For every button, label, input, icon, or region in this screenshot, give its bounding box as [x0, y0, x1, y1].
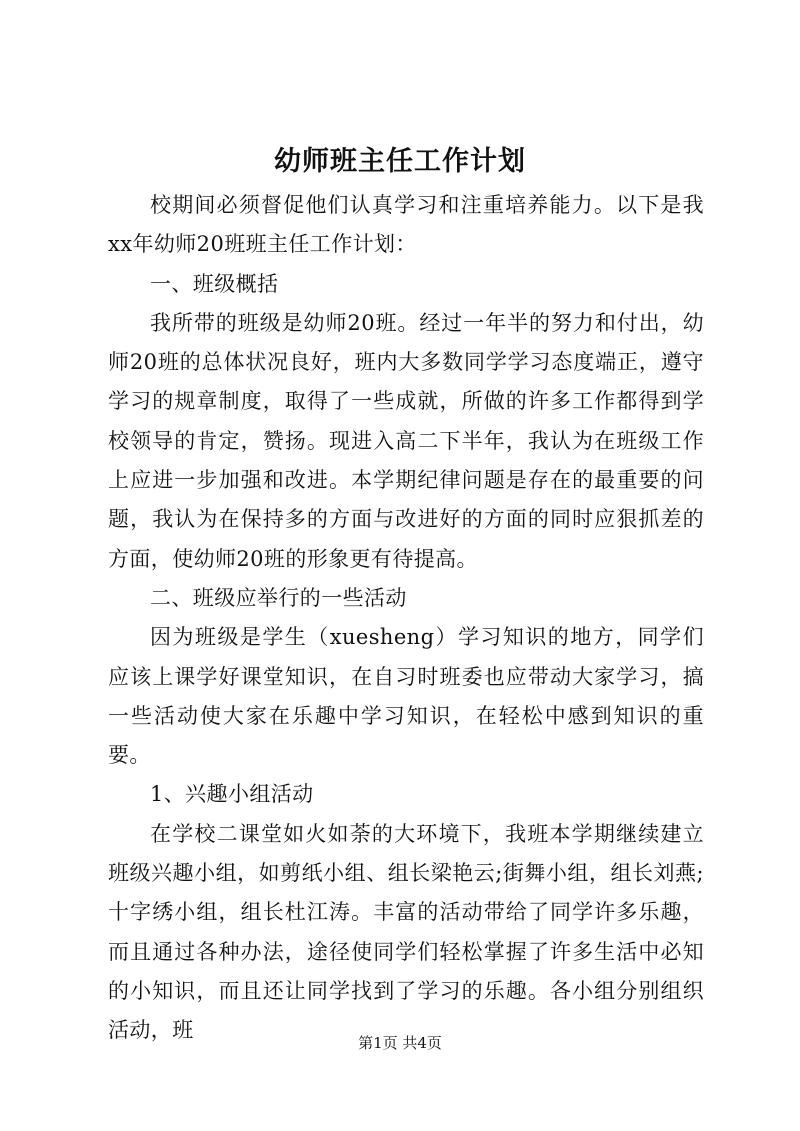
paragraph-class-overview: 我所带的班级是幼师20班。经过一年半的努力和付出，幼师20班的总体状况良好，班内大多数同学学习态度端正，遵守学习的规章制度，取得了一些成就，所做的许多工作都得到学校领导的肯定，赞扬。现进入高二下半年，我认为在班级工作上应进一步加强和改进。本学期纪律问题是存在的最重要的问题，我认为在保持多的方面与改进好的方面的同时应狠抓差的方面，使幼师20班的形象更有待提高。 [108, 310, 704, 571]
document-body [108, 186, 704, 1051]
section-heading-activities: 二、班级应举行的一些活动 [150, 585, 407, 610]
document-title: 幼师班主任工作计划 [274, 146, 526, 177]
section-heading-class-overview: 一、班级概括 [150, 271, 279, 296]
paragraph-intro: 校期间必须督促他们认真学习和注重培养能力。以下是我xx年幼师20班班主任工作计划： [108, 193, 704, 257]
paragraph-activities: 因为班级是学生（xuesheng）学习知识的地方，同学们应该上课学好课堂知识，在自习时班委也应带动大家学习，搞一些活动使大家在乐趣中学习知识，在轻松中感到知识的重要。 [108, 625, 704, 768]
paragraph-interest-groups: 在学校二课堂如火如荼的大环境下，我班本学期继续建立班级兴趣小组，如剪纸小组、组长梁艳云;街舞小组，组长刘燕;十字绣小组，组长杜江涛。丰富的活动带给了同学许多乐趣，而且通过各种办法，途径使同学们轻松掌握了许多生活中必知的小知识，而且还让同学找到了学习的乐趣。各小组分别组织活动，班 [108, 821, 704, 1043]
subsection-heading-interest-groups: 1、兴趣小组活动 [150, 782, 314, 807]
page-number-footer: 第1页 共4页 [358, 1034, 442, 1052]
